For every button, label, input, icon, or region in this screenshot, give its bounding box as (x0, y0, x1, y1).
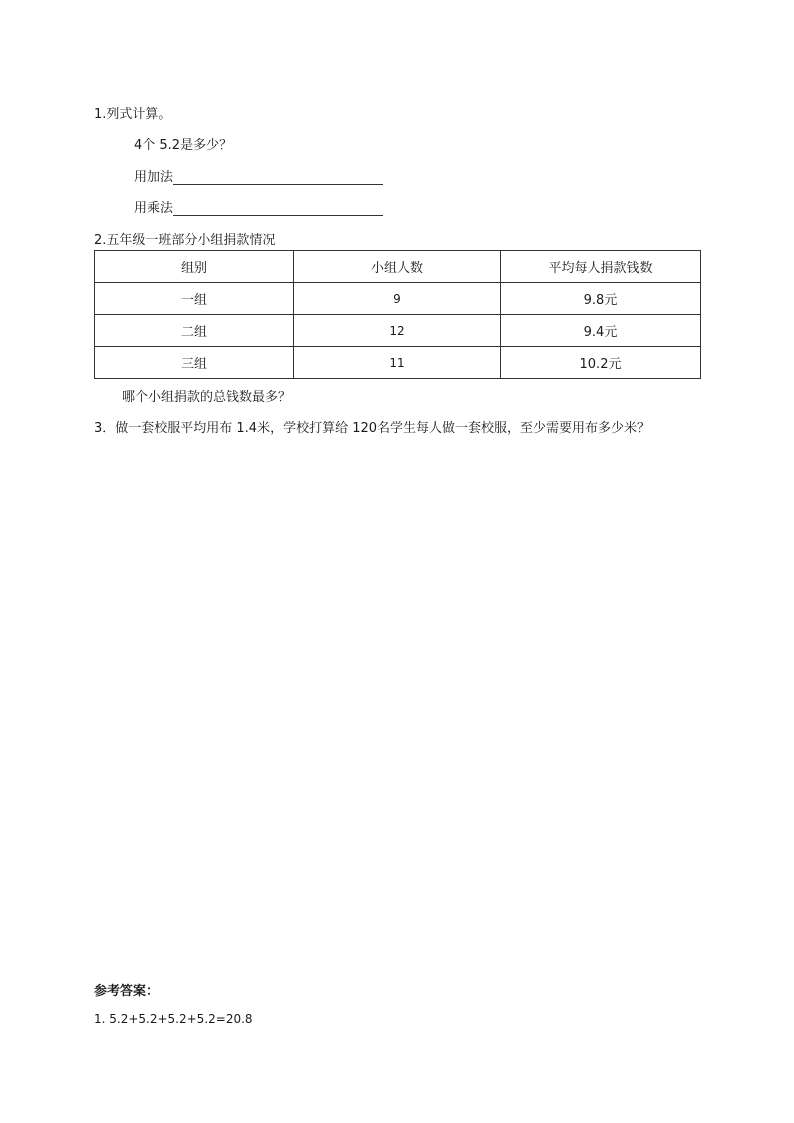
q1-add-answer-line[interactable] (173, 170, 383, 185)
header-member-count: 小组人数 (294, 251, 501, 283)
table-row (95, 347, 701, 379)
q1-heading: 1.列式计算。 (94, 107, 172, 122)
q2-question: 哪个小组捐款的总钱数最多？ (122, 390, 292, 405)
table-header-row (95, 251, 701, 283)
cell-avg-donation: 9.4元 (501, 315, 701, 347)
q1-mul-answer-line[interactable] (173, 201, 383, 216)
table-row (95, 315, 701, 347)
q3-text: 3．做一套校服平均用布 1.4米，学校打算给 120名学生每人做一套校服，至少需要用布多少米？ (94, 421, 651, 436)
answers-title: 参考答案： (94, 984, 160, 999)
q1-add-label: 用加法 (134, 170, 174, 185)
donation-table (94, 250, 701, 379)
cell-member-count: 9 (294, 283, 501, 315)
header-avg-donation: 平均每人捐款钱数 (501, 251, 701, 283)
cell-group: 三组 (95, 347, 294, 379)
cell-avg-donation: 10.2元 (501, 347, 701, 379)
cell-member-count: 11 (294, 347, 501, 379)
q1-problem: 4个 5.2是多少？ (134, 138, 233, 153)
answer-item-1: 1. 5.2+5.2+5.2+5.2=20.8 (94, 1012, 253, 1026)
cell-avg-donation: 9.8元 (501, 283, 701, 315)
cell-member-count: 12 (294, 315, 501, 347)
q2-heading: 2.五年级一班部分小组捐款情况 (94, 233, 276, 248)
q1-add-row (134, 166, 383, 185)
table-row (95, 283, 701, 315)
cell-group: 一组 (95, 283, 294, 315)
cell-group: 二组 (95, 315, 294, 347)
q1-mul-label: 用乘法 (134, 201, 174, 216)
header-group: 组别 (95, 251, 294, 283)
q1-mul-row (134, 197, 383, 216)
